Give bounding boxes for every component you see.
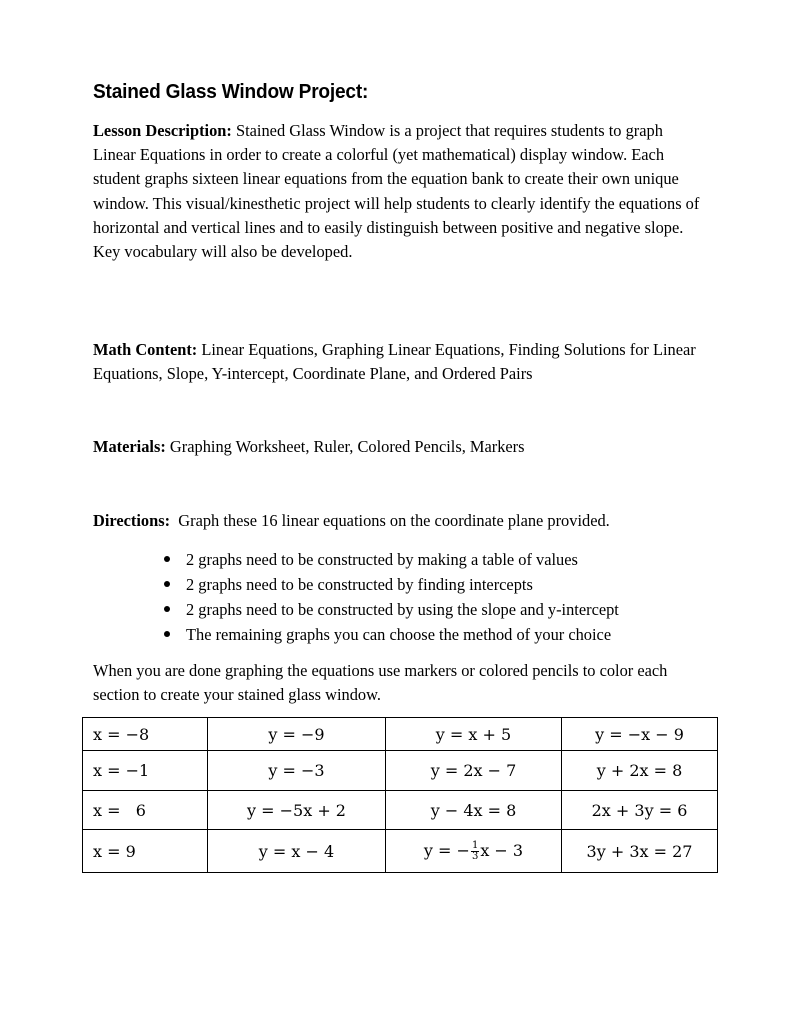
materials-paragraph [93,435,705,459]
equation-cell: y = x + 5 [386,718,562,751]
materials-label: Materials: [93,437,166,456]
math-content-text: Linear Equations, Graphing Linear Equations, Finding Solutions for Linear Equations, Slope, Y-intercept, Coordinate Plane, and Ordered Pairs [93,340,696,384]
equation-cell: y = −3 [208,751,386,791]
equation-cell: y = x − 4 [208,830,386,873]
table-row [83,830,718,873]
table-row [83,751,718,791]
equation-cell: x = 6 [83,791,208,830]
bullet-icon [164,606,170,612]
equation-bank-table [82,717,718,873]
bullet-icon [164,556,170,562]
lesson-description-label: Lesson Description: [93,121,232,140]
bullet-icon [164,631,170,637]
equation-cell: y = −x − 9 [562,718,718,751]
bullet-item: The remaining graphs you can choose the method of your choice [93,622,713,647]
equation-cell: 2x + 3y = 6 [562,791,718,830]
equation-cell: y = −9 [208,718,386,751]
equation-cell: y = −5x + 2 [208,791,386,830]
directions-paragraph [93,509,705,533]
page-title: Stained Glass Window Project: [93,80,369,103]
lesson-description-paragraph [93,119,705,264]
equation-cell: y + 2x = 8 [562,751,718,791]
equation-cell-fraction: y = − $\frac{1}{3}$ x − 3 [386,830,562,873]
equation-cell: x = −1 [83,751,208,791]
equation-cell: y = 2x − 7 [386,751,562,791]
lesson-description-text: Stained Glass Window is a project that requires students to graph Linear Equations in order to create a colorful (yet mathematical) display window. Each student graphs sixteen linear equations from the equation bank to create their own unique window. This visual/kinesthetic project will help students to clearly identify the equations of horizontal and vertical lines and to easily distinguish between positive and negative slope. Key vocabulary will also be developed. [93,121,700,262]
directions-label: Directions: [93,511,171,530]
directions-text: Graph these 16 linear equations on the coordinate plane provided. [170,511,610,530]
directions-bullet-list [93,547,713,647]
math-content-label: Math Content: [93,340,198,359]
bullet-item: 2 graphs need to be constructed by using the slope and y-intercept [93,597,713,622]
bullet-item: 2 graphs need to be constructed by making a table of values [93,547,713,572]
fraction: $\frac{1}{3}$ [471,839,479,862]
closing-instructions: When you are done graphing the equations use markers or colored pencils to color each section to create your stained glass window. [93,661,668,705]
bullet-item: 2 graphs need to be constructed by finding intercepts [93,572,713,597]
table-row [83,791,718,830]
equation-cell: x = −8 [83,718,208,751]
materials-text: Graphing Worksheet, Ruler, Colored Pencils, Markers [165,437,525,456]
equation-cell: 3y + 3x = 27 [562,830,718,873]
equation-cell: y − 4x = 8 [386,791,562,830]
equation-cell: x = 9 [83,830,208,873]
math-content-paragraph [93,338,705,386]
bullet-icon [164,581,170,587]
table-row [83,718,718,751]
